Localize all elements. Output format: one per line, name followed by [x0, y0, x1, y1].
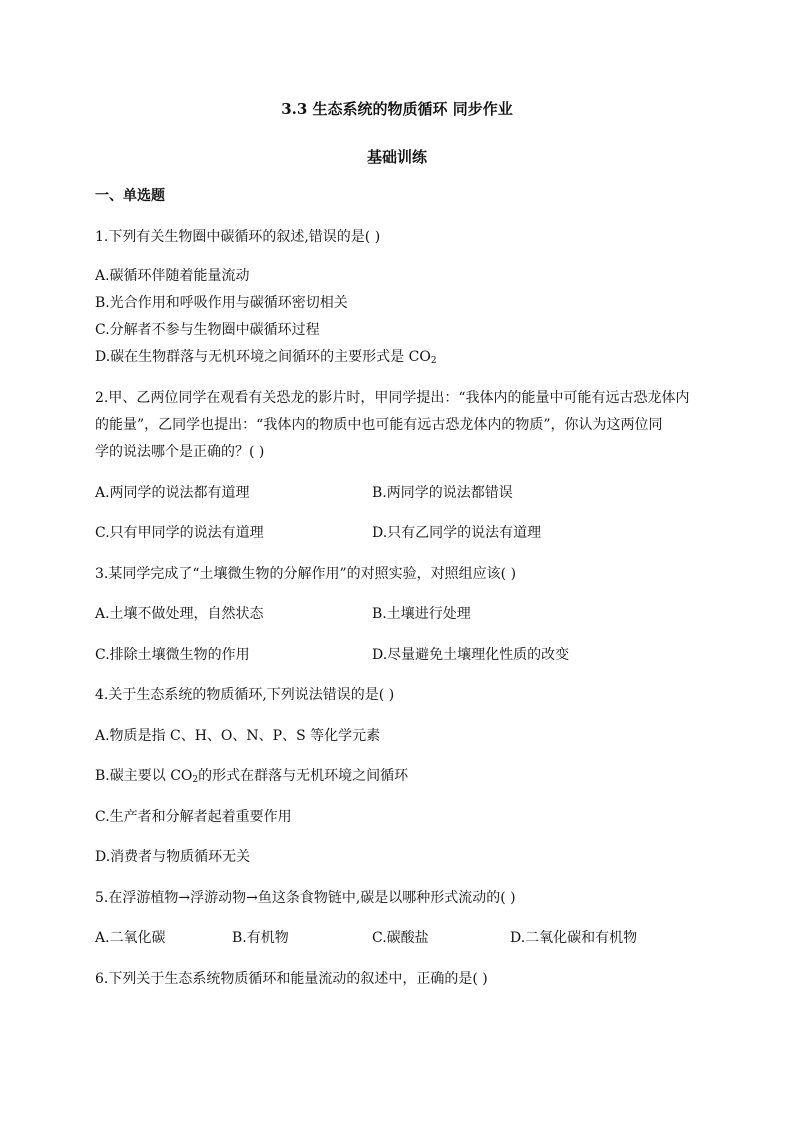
question-1-option-d-subscript: 2	[430, 356, 437, 366]
question-3-stem: 3.某同学完成了“土壤微生物的分解作用”的对照实验，对照组应该( )	[95, 566, 517, 582]
section-heading: 一、单选题	[95, 188, 165, 204]
page-title: 3.3 生态系统的物质循环 同步作业	[281, 100, 513, 118]
question-4-option-b-subscript: 2	[192, 775, 199, 785]
question-3-option-a[interactable]: A.土壤不做处理，自然状态	[95, 606, 264, 622]
question-4-option-b-text-2: 的形式在群落与无机环境之间循环	[198, 768, 409, 784]
question-4-stem: 4.关于生态系统的物质循环,下列说法错误的是( )	[95, 687, 395, 703]
question-4-option-b[interactable]	[95, 766, 408, 790]
question-1-option-c[interactable]: C.分解者不参与生物圈中碳循环过程	[95, 322, 320, 338]
question-2-option-a[interactable]: A.两同学的说法都有道理	[95, 485, 250, 501]
question-2-stem-line-3: 学的说法哪个是正确的？( )	[95, 444, 265, 460]
question-1-option-d-text: D.碳在生物群落与无机环境之间循环的主要形式是 CO	[95, 349, 431, 365]
question-3-option-b[interactable]: B.土壤进行处理	[372, 606, 471, 622]
question-5-stem: 5.在浮游植物→浮游动物→鱼这条食物链中,碳是以哪种形式流动的( )	[95, 890, 516, 906]
question-6-stem: 6.下列关于生态系统物质循环和能量流动的叙述中，正确的是( )	[95, 971, 488, 987]
page-subtitle: 基础训练	[366, 148, 427, 166]
question-4-option-a[interactable]: A.物质是指 C、H、O、N、P、S 等化学元素	[95, 728, 381, 744]
question-5-option-a[interactable]: A.二氧化碳	[95, 930, 166, 946]
question-1-option-b[interactable]: B.光合作用和呼吸作用与碳循环密切相关	[95, 295, 348, 311]
question-2-stem-line-1: 2.甲、乙两位同学在观看有关恐龙的影片时，甲同学提出：“我体内的能量中可能有远古恐龙体内	[95, 390, 690, 406]
question-5-option-c[interactable]: C.碳酸盐	[372, 930, 429, 946]
question-5-option-b[interactable]: B.有机物	[232, 930, 289, 946]
question-2-option-d[interactable]: D.只有乙同学的说法有道理	[372, 525, 542, 541]
question-2-stem-line-2: 的能量”，乙同学也提出：“我体内的物质中也可能有远古恐龙体内的物质”，你认为这两位同	[95, 417, 663, 433]
question-5-option-d[interactable]: D.二氧化碳和有机物	[510, 930, 638, 946]
question-2-option-c[interactable]: C.只有甲同学的说法有道理	[95, 525, 264, 541]
question-2-option-b[interactable]: B.两同学的说法都错误	[372, 485, 513, 501]
question-4-option-d[interactable]: D.消费者与物质循环无关	[95, 849, 251, 865]
question-4-option-b-text-1: B.碳主要以 CO	[95, 768, 193, 784]
question-3-option-c[interactable]: C.排除土壤微生物的作用	[95, 647, 250, 663]
question-4-option-c[interactable]: C.生产者和分解者起着重要作用	[95, 809, 292, 825]
question-1-stem: 1.下列有关生物圈中碳循环的叙述,错误的是( )	[95, 229, 381, 245]
question-1-option-d[interactable]	[95, 347, 437, 371]
question-3-option-d[interactable]: D.尽量避免土壤理化性质的改变	[372, 647, 570, 663]
question-1-option-a[interactable]: A.碳循环伴随着能量流动	[95, 268, 250, 284]
